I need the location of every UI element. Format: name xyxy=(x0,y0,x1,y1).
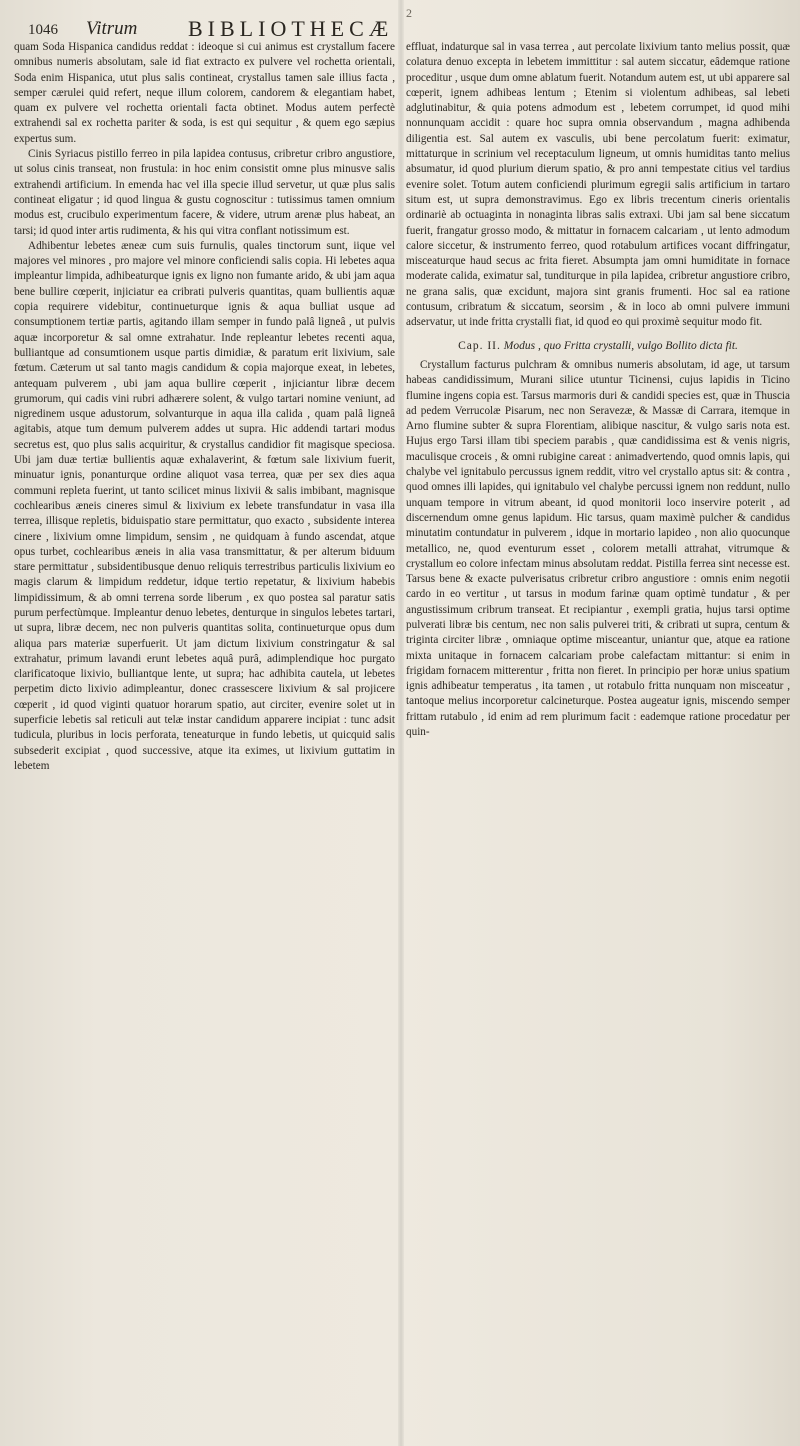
bibliotheca-title: BIBLIOTHECÆ xyxy=(188,16,394,41)
page-number: 1046 xyxy=(28,22,58,38)
right-column xyxy=(406,40,790,1430)
chapter-heading xyxy=(406,339,790,354)
left-paragraph-2: Cinis Syriacus pistillo ferreo in pila lapidea contusus, cribretur cribro angustiore, ut solus cinis transeat, non frustula: in hoc enim consistit omne plus minusve salis extrahendi artificium. In emenda hac vel illa specie illud servetur, ut quæ plus salis contineat eligatur ; id quod lingua & gustu cognoscitur : tutissimus tamen omnium modus est, crucibulo experimentum facere, & videre, utrum arenæ plus habeat, an tarsi; id quod inter artis rudimenta, & his qui vitra conflant notissimum est. xyxy=(14,148,395,237)
left-column xyxy=(14,40,395,1430)
chapter-title: Modus , quo Fritta crystalli, vulgo Bollito dicta fit. xyxy=(503,339,738,352)
page-header xyxy=(28,6,788,42)
left-paragraph-1: quam Soda Hispanica candidus reddat : ideoque si cui animus est crystallum facere omnibus numeris absolutam, sale id fiat extracto ex pulvere vel rochetta orientali, Soda enim Hispanica, utut plus salis contineat, crystallus tamen sale illius facta , semper cærulei quid refert, neque illum colorem, candorem & elegantiam habet, quam ex pulvere vel rochetta orientali facta obtinet. Modus autem perfectè extrahendi sal ex rochetta pariter & soda, is est qui sequitur , & quem ego sæpius expertus sum. xyxy=(14,41,395,145)
left-paragraph-3: Adhibentur lebetes æneæ cum suis furnulis, quales tinctorum sunt, iique vel majores vel minores , pro majore vel minore conficiendi salis copia. Hi lebetes aqua impleantur limpida, adhibeaturque ignis ex ligno non fumante arido, & ubi jam aqua bene bullire cœperit, injiciatur ea cribrati pulveris quantitas, quam bullientis aquæ copia requirere videbitur, continueturque ignis & aqua bulliat usque ad consumptionem tertiæ partis, agitando illam semper in fundo palâ ligneâ , ut pulvis aquæ incorporetur & sal omne extrahatur. Inde repleantur lebetes recenti aqua, bulliantque ad consumtionem usque partis dimidiæ, & paratum erit lixivium, sale fœtum. Cæterum ut sal tanto magis candidum & copia majorque exeat, in lebetes, antequam pulverem , ubi jam aqua bullire cœperit , injiciantur libræ decem grumorum, qui cadis vini rubri adhærere solent, & vulgo tartari nomine veniunt, ad nigredinem usque adustorum, solvanturque in aqua illa calida , quam palâ ligneâ agitabis, atque tum demum pulverem addes ut supra. Hic addendi tartari modus secretus est, quo plus salis acquiritur, & crystallus candidior fit magisque speciosa. Ubi jam duæ tertiæ bullientis aquæ exhalaverint, & fœtum sale lixivium fuerit, minuatur ignis, ponanturque ordine aliquot vasa terrea, quæ per sex dies aqua communi repleta fuerint, ut tanto scilicet minus lixivii & salis imbibant, magnisque cochlearibus æneis cineres simul & lixivium ex lebete transfundatur in vasa illa terrea, illisque repletis, biduispatio stare permittatur, quo exacto , subsidente interea cinere , lixivium omne limpidum, sensim , ne quidquam à fundo ascendat, atque opus turbet, cochlearibus æneis in alia vasa transmittatur, & per alterum biduum stare permittatur , subsidentibusque denuo reliquis terrestribus particulis lixivium eo magis clarum & limpidum reddetur, idque tertio repetatur, & lixivium habebis limpidissimum, & ab omni terrena sorde liberum , ex quo postea sal paratur satis purum perfectùmque. Impleantur denuo lebetes, denturque in singulos lebetes tartari, ut supra, libræ decem, nec non pulveris quantitas solita, continueturque opus dum aliqua pars materiæ superfuerit. Ut jam dictum lixivium constringatur & sal extrahatur, primum lavandi erunt lebetes aquâ purâ, adimplendique hoc purgato clarificatoque lixivio, bulliantque lente, ut supra; hac adhibita cautela, ut lebetes perpetim dicto lixivio adimpleantur, donec crassescere lixivium & sal projicere cœperit , id quod viginti quatuor horarum spatio, aut circiter, evenire solet ut in superficie lebetis sal reticuli aut telæ instar candidum apparere incipiat : tunc adsit tudicula, pluribus in locis perforata, teneaturque in fundo lebetis, ut quicquid salis subsederit excipiat , quod successive, atque ita eximes, ut lixivium guttatim in lebetem xyxy=(14,239,395,772)
right-paragraph-1: effluat, indaturque sal in vasa terrea , aut percolate lixivium tanto melius possit, quæ colatura denuo excepta in lebetem immittitur : sal autem siccatur, eâdemque ratione proceditur , usque dum omne ablatum fuerit. Notandum autem est, ut ubi apparere sal cœperit, ignem adhibeas lentum ; Etenim si violentum adhibeas, sal lebeti adglutinabitur, & quia potens admodum est , lebetem corrumpet, id quod mihi nonnunquam accidit : quare hoc supra omnia observandum , magna adhibenda diligentia est. Sal autem ex vasculis, ubi bene percolatum fuerit: eximatur, mittaturque in scrinium vel receptaculum ligneum, ut omnis humiditas tanto melius absumatur, id quod plurium dierum spatio, & pro anni tempestate citius vel tardius evenire solet. Totum autem conficiendi plurimum egregii salis artificium in tartaro situm est, ut supra demonstravimus. Ego ex libris trecentum cineris orientalis ordinariè ab octuaginta in nonaginta libras salis extraxi. Ubi jam sal bene siccatum fuerit, frangatur grosso modo, & mittatur in fornacem calcariam , ut lento admodum calore siccetur, & instrumento ferreo, quod rotabulum artifices vocant diffringatur, misceaturque haud secus ac frita fieret. Absumpta jam omni humiditate in fornace moderate calida, eximatur sal, tunditurque in pila lapidea, cribretur angustiore cribro, ne grana salis, quæ excidunt, majora sint granis frumenti. Hoc sal ea ratione contusum, cribratum & siccatum, seorsim , & in loco ab omni pulvere immuni adservatur, ut inde fritta crystalli fiat, id quod eo qui proximè sequitur modo fit. xyxy=(406,41,790,329)
column-gutter xyxy=(398,0,404,1446)
right-paragraph-2: Crystallum facturus pulchram & omnibus numeris absolutam, id age, ut tarsum habeas candidissimum, Murani silice utuntur Ticinensi, cujus lapidis in Ticino flumine ingens copia est. Tarsus marmoris duri & candidi species est, quæ in Thuscia ad pedem Verrucolæ Pisarum, nec non Seravezæ, & Massæ di Carrara, itemque in Arno flumine subter & supra Florentiam, alibique nascitur, & vulgo saris nota est. Hujus ergo Tarsi illam tibi speciem parabis , quæ candidissima est & venis nigris, maculisque croceis , & omni rubigine careat : animadvertendo, quod omnis lapis, qui chalybe vel ignitabulo percussus ignem reddit, vitro vel crystallo aptus sit: & contra , quod omnes illi lapides, qui ignitabulo vel chalybe percussi ignem non reddunt, nullo unquam tempore in vitrum abeant, id quod monitorii loco inservire poterit , ad discernendum omne genus lapidum. Hic tarsus, quam maximè pulcher & candidus minutatim contundatur in pulverem , idque in mortario lapideo , non alio quocunque metallico, ne, quod eventurum esset , colorem metalli attrahat, vitrumque & crystallum eo colore infectam minus absolutam reddat. Pistilla ferrea sint necesse est. Tarsus bene & exacte pulverisatus cribretur cribro angustiore : omnis enim negotii cardo in eo vertitur , ut tarsus in modum farinæ quam optimè tundatur , & per angustissimum cribrum transeat. Et recipiantur , exempli gratia, hujus tarsi optime pulverati libræ bis centum, nec non salis pulverei triti, & cribrati ut supra, centum & triginta circiter libræ , omniaque optime misceantur, uniantur que, atque ea ratione mixta unitaque in fornacem calcariam probe calefactam mittantur: si enim in frigidam fornacem mitterentur , fritta non fieret. In principio per horæ unius spatium ignis adhibeatur temperatus , ita tamen , ut rotabulo fritta nunquam non misceatur , tantoque melius incorporetur calcineturque. Postea augeatur ignis, miscendo semper frittam rutabulo , id enim ad rem plurimum facit : eademque ratione procedatur per quin- xyxy=(406,358,790,739)
top-mark: 2 xyxy=(406,6,412,20)
chapter-label: Cap. II. xyxy=(458,339,501,352)
running-title: Vitrum xyxy=(86,18,138,39)
